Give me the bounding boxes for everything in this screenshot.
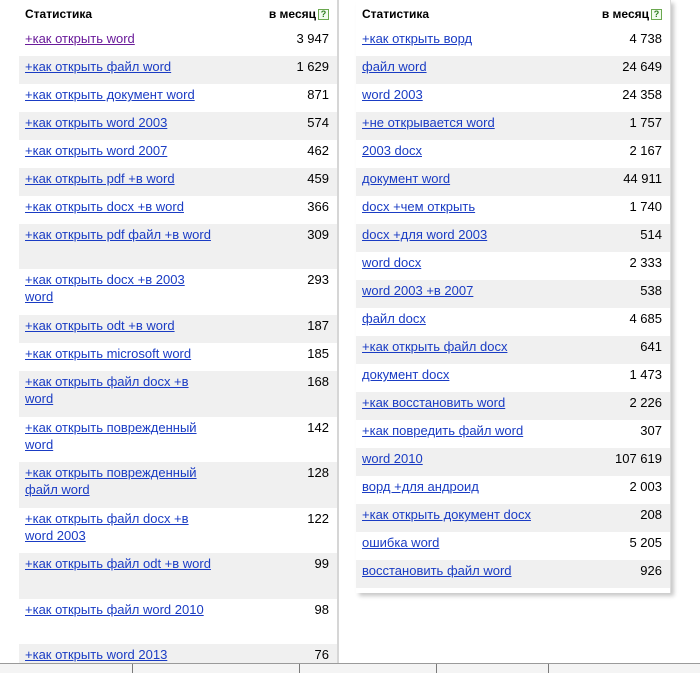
table-row xyxy=(19,343,337,371)
month-header-label: в месяц xyxy=(268,7,316,21)
monthly-count: 366 xyxy=(307,199,329,214)
keyword-link[interactable]: +как открыть файл docx +в word xyxy=(25,374,189,406)
monthly-count: 122 xyxy=(307,511,329,526)
right-stats-panel xyxy=(356,0,671,593)
keyword-link[interactable]: документ word xyxy=(362,171,451,186)
keyword-link[interactable]: word 2003 +в 2007 xyxy=(362,283,474,298)
monthly-count: 2 003 xyxy=(629,479,662,494)
keyword-link[interactable]: +как открыть файл docx +в word 2003 xyxy=(25,511,189,543)
keyword-link[interactable]: +как открыть файл odt +в word xyxy=(25,556,211,571)
keyword-link[interactable]: +как открыть файл word xyxy=(25,59,172,74)
month-header-label: в месяц xyxy=(601,7,649,21)
monthly-count: 142 xyxy=(307,420,329,435)
table-row xyxy=(356,28,670,56)
table-row xyxy=(19,508,337,553)
table-row xyxy=(356,140,670,168)
table-row xyxy=(19,371,337,417)
keyword-link[interactable]: +как открыть поврежденный word xyxy=(25,420,197,452)
monthly-count: 44 911 xyxy=(623,171,662,186)
table-row xyxy=(356,476,670,504)
monthly-count: 1 473 xyxy=(629,367,662,382)
monthly-count: 574 xyxy=(307,115,329,130)
monthly-count: 5 205 xyxy=(629,535,662,550)
stat-header-label: Статистика xyxy=(25,7,93,21)
table-row xyxy=(356,112,670,140)
monthly-count: 1 740 xyxy=(629,199,662,214)
keyword-link[interactable]: +как открыть pdf +в word xyxy=(25,171,175,186)
table-row xyxy=(356,532,670,560)
table-row xyxy=(356,336,670,364)
keyword-link[interactable]: word 2003 xyxy=(362,87,423,102)
table-row xyxy=(356,252,670,280)
keyword-link[interactable]: +как открыть docx +в word xyxy=(25,199,184,214)
left-table-header xyxy=(19,0,337,28)
monthly-count: 107 619 xyxy=(615,451,662,466)
keyword-link[interactable]: 2003 docx xyxy=(362,143,422,158)
monthly-count: 514 xyxy=(640,227,662,242)
table-row xyxy=(356,392,670,420)
table-row xyxy=(356,364,670,392)
keyword-link[interactable]: +как открыть word 2003 xyxy=(25,115,168,130)
keyword-link[interactable]: +как открыть word 2013 xyxy=(25,647,168,662)
monthly-count: 4 685 xyxy=(629,311,662,326)
keyword-link[interactable]: документ docx xyxy=(362,367,450,382)
monthly-count: 459 xyxy=(307,171,329,186)
monthly-count: 24 358 xyxy=(622,87,662,102)
table-row xyxy=(356,420,670,448)
help-icon[interactable]: ? xyxy=(651,9,662,20)
monthly-count: 1 757 xyxy=(629,115,662,130)
monthly-count: 76 xyxy=(314,647,329,662)
keyword-link[interactable]: +как открыть документ word xyxy=(25,87,195,102)
keyword-link[interactable]: +как открыть файл word 2010 xyxy=(25,602,204,617)
keyword-link[interactable]: восстановить файл word xyxy=(362,563,512,578)
monthly-count: 2 167 xyxy=(629,143,662,158)
keyword-link[interactable]: файл docx xyxy=(362,311,426,326)
keyword-link[interactable]: +как открыть pdf файл +в word xyxy=(25,227,211,242)
table-row xyxy=(19,417,337,462)
table-row xyxy=(356,196,670,224)
table-row xyxy=(356,560,670,588)
monthly-count: 641 xyxy=(640,339,662,354)
monthly-count: 3 947 xyxy=(296,31,329,46)
right-table-header xyxy=(356,0,670,28)
keyword-link[interactable]: docx +для word 2003 xyxy=(362,227,488,242)
table-row xyxy=(19,315,337,343)
table-row xyxy=(356,448,670,476)
month-header xyxy=(269,7,329,21)
table-row xyxy=(19,599,337,644)
table-row xyxy=(19,84,337,112)
monthly-count: 307 xyxy=(640,423,662,438)
monthly-count: 926 xyxy=(640,563,662,578)
keyword-link[interactable]: файл word xyxy=(362,59,427,74)
keyword-link[interactable]: +как открыть ворд xyxy=(362,31,473,46)
monthly-count: 293 xyxy=(307,272,329,287)
table-row xyxy=(356,84,670,112)
table-row xyxy=(356,168,670,196)
table-row xyxy=(19,553,337,599)
keyword-link[interactable]: +как открыть docx +в 2003 word xyxy=(25,272,185,304)
table-row xyxy=(19,462,337,508)
keyword-link[interactable]: +не открывается word xyxy=(362,115,495,130)
monthly-count: 99 xyxy=(314,556,329,571)
table-row xyxy=(19,224,337,269)
monthly-count: 128 xyxy=(307,465,329,480)
monthly-count: 4 738 xyxy=(629,31,662,46)
keyword-link[interactable]: +как открыть файл docx xyxy=(362,339,508,354)
monthly-count: 871 xyxy=(307,87,329,102)
monthly-count: 185 xyxy=(307,346,329,361)
monthly-count: 1 629 xyxy=(296,59,329,74)
table-row xyxy=(356,56,670,84)
table-row xyxy=(356,224,670,252)
monthly-count: 309 xyxy=(307,227,329,242)
keyword-link[interactable]: word 2010 xyxy=(362,451,423,466)
table-row xyxy=(356,308,670,336)
keyword-link[interactable]: ворд +для андроид xyxy=(362,479,479,494)
month-header xyxy=(602,7,662,21)
monthly-count: 168 xyxy=(307,374,329,389)
keyword-link[interactable]: +как открыть поврежденный файл word xyxy=(25,465,197,497)
monthly-count: 2 333 xyxy=(629,255,662,270)
keyword-link[interactable]: ошибка word xyxy=(362,535,440,550)
keyword-link[interactable]: +как открыть odt +в word xyxy=(25,318,175,333)
table-row xyxy=(19,168,337,196)
table-row xyxy=(19,28,337,56)
monthly-count: 187 xyxy=(307,318,329,333)
keyword-link[interactable]: word docx xyxy=(362,255,422,270)
stat-header-label: Статистика xyxy=(362,7,430,21)
keyword-link[interactable]: +как повредить файл word xyxy=(362,423,524,438)
monthly-count: 24 649 xyxy=(622,59,662,74)
monthly-count: 462 xyxy=(307,143,329,158)
monthly-count: 208 xyxy=(640,507,662,522)
monthly-count: 98 xyxy=(314,602,329,617)
table-row xyxy=(356,504,670,532)
table-row xyxy=(19,140,337,168)
table-row xyxy=(356,280,670,308)
table-row xyxy=(19,269,337,315)
keyword-link[interactable]: +как открыть word xyxy=(25,31,135,46)
table-row xyxy=(19,112,337,140)
keyword-link[interactable]: docx +чем открыть xyxy=(362,199,476,214)
keyword-link[interactable]: +как открыть microsoft word xyxy=(25,346,192,361)
keyword-link[interactable]: +как восстановить word xyxy=(362,395,506,410)
table-row xyxy=(19,56,337,84)
keyword-link[interactable]: +как открыть word 2007 xyxy=(25,143,168,158)
help-icon[interactable]: ? xyxy=(318,9,329,20)
left-stats-panel xyxy=(19,0,339,672)
keyword-link[interactable]: +как открыть документ docx xyxy=(362,507,531,522)
monthly-count: 2 226 xyxy=(629,395,662,410)
monthly-count: 538 xyxy=(640,283,662,298)
table-row xyxy=(19,196,337,224)
